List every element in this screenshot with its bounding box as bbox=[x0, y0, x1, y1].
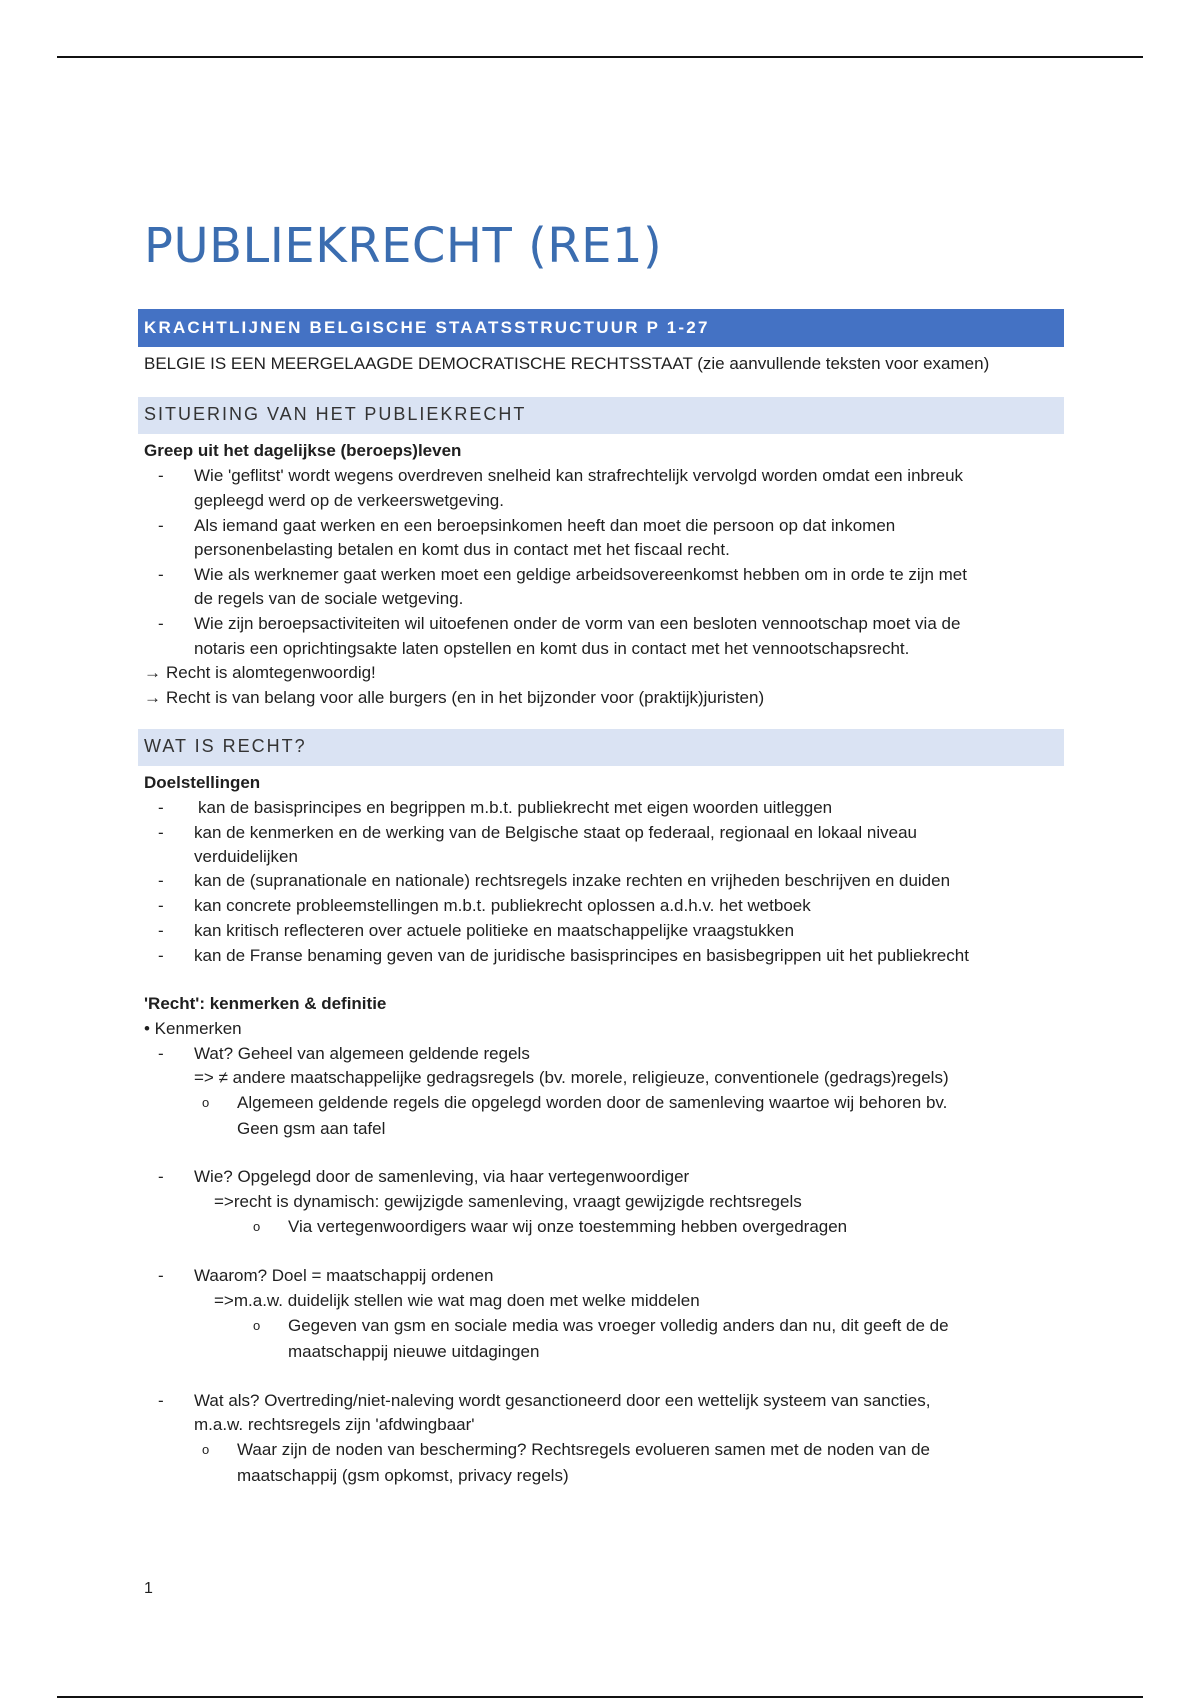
section1-text: BELGIE IS EEN MEERGELAAGDE DEMOCRATISCHE RECHTSSTAAT (zie aanvullende teksten voor examen) bbox=[144, 354, 990, 373]
list-item-sub: Gegeven van gsm en sociale media was vroeger volledig anders dan nu, dit geeft de de bbox=[288, 1316, 949, 1335]
bullet-dash: - bbox=[158, 565, 164, 584]
footer-rule bbox=[57, 1696, 1143, 1698]
list-item: gepleegd werd op de verkeerswetgeving. bbox=[194, 491, 504, 510]
list-item: kan de (supranationale en nationale) rechtsregels inzake rechten en vrijheden beschrijven en duiden bbox=[194, 871, 951, 890]
list-item: m.a.w. rechtsregels zijn 'afdwingbaar' bbox=[194, 1415, 475, 1434]
list-item: kan de kenmerken en de werking van de Belgische staat op federaal, regionaal en lokaal niveau bbox=[194, 823, 917, 842]
list-item: kan concrete probleemstellingen m.b.t. publiekrecht oplossen a.d.h.v. het wetboek bbox=[194, 896, 811, 915]
list-item-sub: Geen gsm aan tafel bbox=[237, 1119, 386, 1138]
circle-bullet-icon: o bbox=[253, 1219, 261, 1234]
bullet-dash: - bbox=[158, 1167, 164, 1186]
list-item: Wie zijn beroepsactiviteiten wil uitoefenen onder de vorm van een besloten vennootschap moet via de bbox=[194, 614, 961, 633]
bullet-dash: - bbox=[158, 823, 164, 842]
section-heading-situering: SITUERING VAN HET PUBLIEKRECHT bbox=[138, 397, 1064, 434]
bullet-dash: - bbox=[158, 1044, 164, 1063]
bullet-dash: - bbox=[158, 516, 164, 535]
conclusion-text: Recht is van belang voor alle burgers (en in het bijzonder voor (praktijk)juristen) bbox=[166, 688, 765, 707]
kenmerken-label: • Kenmerken bbox=[144, 1019, 242, 1038]
list-item-sub: Waar zijn de noden van bescherming? Rechtsregels evolueren samen met de noden van de bbox=[237, 1440, 931, 1459]
recht-heading: 'Recht': kenmerken & definitie bbox=[144, 994, 387, 1013]
bullet-dash: - bbox=[158, 466, 164, 485]
list-item-sub: maatschappij (gsm opkomst, privacy regels) bbox=[237, 1466, 569, 1485]
list-item: Wat? Geheel van algemeen geldende regels bbox=[194, 1044, 530, 1063]
situering-subheading: Greep uit het dagelijkse (beroeps)leven bbox=[144, 441, 462, 460]
list-item: Wie 'geflitst' wordt wegens overdreven snelheid kan strafrechtelijk vervolgd worden omdat een inbreuk bbox=[194, 466, 964, 485]
bullet-dash: - bbox=[158, 614, 164, 633]
list-item: notaris een oprichtingsakte laten opstellen en komt dus in contact met het vennootschapsrecht. bbox=[194, 639, 910, 658]
circle-bullet-icon: o bbox=[253, 1318, 261, 1333]
list-item: kan kritisch reflecteren over actuele politieke en maatschappelijke vraagstukken bbox=[194, 921, 795, 940]
bullet-dash: - bbox=[158, 896, 164, 915]
list-item: Wie als werknemer gaat werken moet een geldige arbeidsovereenkomst hebben om in orde te zijn met bbox=[194, 565, 967, 584]
arrow-icon: → bbox=[144, 663, 161, 682]
list-item: verduidelijken bbox=[194, 847, 298, 866]
list-item: Wie? Opgelegd door de samenleving, via haar vertegenwoordiger bbox=[194, 1167, 690, 1186]
list-item-sub: =>m.a.w. duidelijk stellen wie wat mag doen met welke middelen bbox=[214, 1291, 700, 1310]
document-title: PUBLIEKRECHT (RE1) bbox=[144, 218, 663, 274]
list-item-sub: =>recht is dynamisch: gewijzigde samenleving, vraagt gewijzigde rechtsregels bbox=[214, 1192, 802, 1211]
section-heading-wat-is-recht: WAT IS RECHT? bbox=[138, 729, 1064, 766]
header-rule bbox=[57, 56, 1143, 58]
list-item-sub: maatschappij nieuwe uitdagingen bbox=[288, 1342, 540, 1361]
list-item: Waarom? Doel = maatschappij ordenen bbox=[194, 1266, 494, 1285]
circle-bullet-icon: o bbox=[202, 1442, 210, 1457]
list-item: personenbelasting betalen en komt dus in contact met het fiscaal recht. bbox=[194, 540, 730, 559]
list-item-sub: Via vertegenwoordigers waar wij onze toestemming hebben overgedragen bbox=[288, 1217, 848, 1236]
list-item-sub: => ≠ andere maatschappelijke gedragsregels (bv. morele, religieuze, conventionele (gedrags)regels) bbox=[194, 1068, 949, 1087]
bullet-dash: - bbox=[158, 946, 164, 965]
list-item: de regels van de sociale wetgeving. bbox=[194, 589, 464, 608]
list-item-sub: Algemeen geldende regels die opgelegd worden door de samenleving waartoe wij behoren bv. bbox=[237, 1093, 948, 1112]
bullet-dash: - bbox=[158, 798, 164, 817]
bullet-dash: - bbox=[158, 1266, 164, 1285]
list-item: kan de Franse benaming geven van de juridische basisprincipes en basisbegrippen uit het publiekrecht bbox=[194, 946, 969, 965]
bullet-dash: - bbox=[158, 921, 164, 940]
bullet-dash: - bbox=[158, 1391, 164, 1410]
list-item: Als iemand gaat werken en een beroepsinkomen heeft dan moet die persoon op dat inkomen bbox=[194, 516, 896, 535]
bullet-dash: - bbox=[158, 871, 164, 890]
goals-heading: Doelstellingen bbox=[144, 773, 261, 792]
section-heading-krachtlijnen: KRACHTLIJNEN BELGISCHE STAATSSTRUCTUUR P 1-27 bbox=[138, 309, 1064, 347]
list-item: kan de basisprincipes en begrippen m.b.t. publiekrecht met eigen woorden uitleggen bbox=[198, 798, 833, 817]
list-item: Wat als? Overtreding/niet-naleving wordt gesanctioneerd door een wettelijk systeem van sancties, bbox=[194, 1391, 931, 1410]
page-number: 1 bbox=[144, 1580, 153, 1597]
conclusion-text: Recht is alomtegenwoordig! bbox=[166, 663, 376, 682]
arrow-icon: → bbox=[144, 688, 161, 707]
circle-bullet-icon: o bbox=[202, 1095, 210, 1110]
